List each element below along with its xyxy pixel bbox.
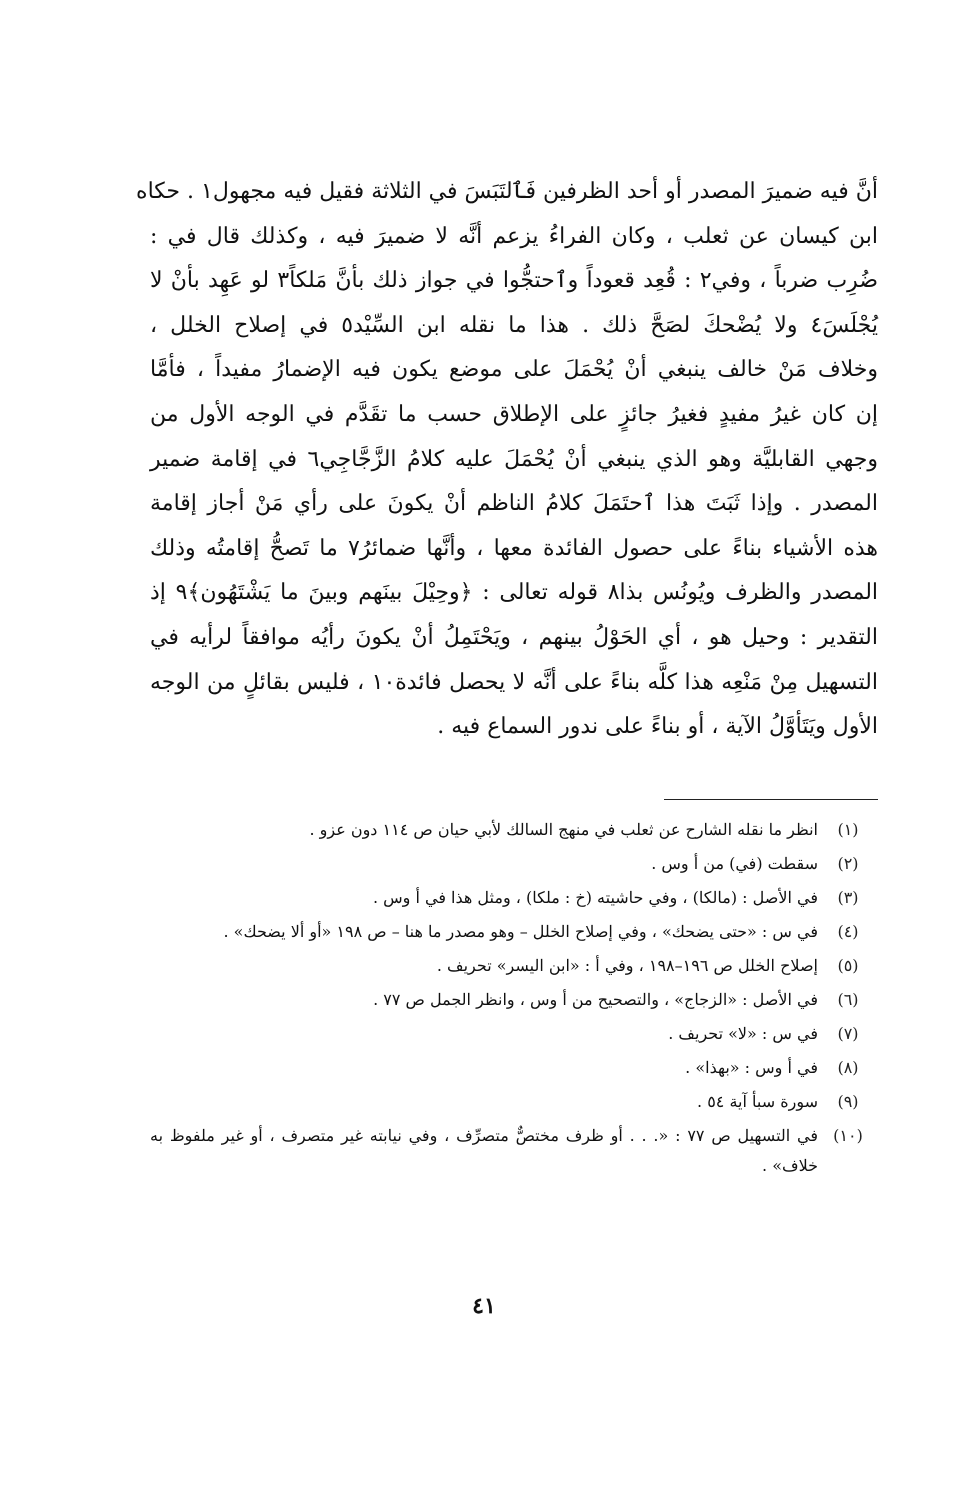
footnote-item	[150, 951, 878, 981]
footnote-text: في س : «حتى يضحك» ، وفي إصلاح الخلل – وهو مصدر ما هنا – ص ١٩٨ «أو ألا يضحك» .	[223, 922, 818, 941]
main-text-line: أنَّ فيه ضميرَ المصدر أو أحد الظرفين فَٱلتَبَسَ في الثلاثة فقيل فيه مجهول١ . حكاه	[136, 179, 878, 204]
footnote-item	[150, 1087, 878, 1117]
footnote-number: (٨)	[837, 1058, 859, 1077]
main-text-body	[136, 170, 879, 750]
footnote-item	[150, 1019, 878, 1049]
footnote-number: (٤)	[837, 922, 859, 941]
footnote-item	[150, 815, 878, 845]
page-number: ٤١	[472, 1293, 496, 1319]
main-text-line: يُجْلَسَ٤ ولا يُضْحكَ لصَحَّ ذلك . هذا ما نقله ابن السِّيْد٥ في إصلاح الخلل ،	[150, 312, 878, 338]
main-text-line: هذه الأشياء بناءً على حصول الفائدة معها ، وأنَّها ضمائرُ٧ ما تَصحُّ إقامتُه وذلك	[150, 535, 879, 561]
footnote-item	[150, 883, 878, 913]
footnote-text: إصلاح الخلل ص ١٩٦–١٩٨ ، وفي أ : «ابن اليسر» تحريف .	[436, 956, 818, 975]
footnote-number: (١)	[837, 820, 859, 839]
footnote-text: انظر ما نقله الشارح عن ثعلب في منهج السالك لأبي حيان ص ١١٤ دون عزو .	[309, 820, 818, 839]
footnote-item	[150, 917, 878, 947]
main-text-line: إن كان غيرُ مفيدٍ فغيرُ جائزٍ على الإطلاق حسب ما تقَدَّم في الوجه الأول من	[150, 401, 878, 427]
footnote-number: (٦)	[837, 990, 859, 1009]
footnote-text: في أ وس : «بهذا» .	[685, 1058, 818, 1077]
footnote-item	[150, 1121, 878, 1181]
footnote-number: (٩)	[837, 1092, 859, 1111]
footnote-separator-rule	[664, 799, 878, 800]
main-text-line: التقدير : وحيل هو ، أي الحَوْلُ بينهم ، ويَحْتَمِلُ أنْ يكونَ رأيُه موافقاً لرأيه في	[150, 624, 878, 650]
footnote-text: في الأصل : (مالكا) ، وفي حاشيته (خ : ملكا) ، ومثل هذا في أ وس .	[372, 888, 818, 907]
footnote-text: في س : «لا» تحريف .	[668, 1024, 818, 1043]
footnote-number: (٧)	[837, 1024, 859, 1043]
main-text-line: ضُرِب ضرباً ، وفي٢ : قُعِد قعوداً وٱحتجُّوا في جواز ذلك بأنَّ مَلكاً٣ لو عَهِد بأنْ لا	[150, 268, 879, 294]
footnote-number: (٥)	[837, 956, 859, 975]
footnotes-list	[150, 815, 878, 1185]
footnote-number: (١٠)	[833, 1126, 863, 1145]
footnote-item	[150, 1053, 878, 1083]
main-text-line: التسهيل مِنْ مَنْعِه هذا كلَّه بناءً على أنَّه لا يحصل فائدة١٠ ، فليس بقائلٍ من الوجه	[150, 669, 878, 695]
main-text-line: المصدر والظرف ويُونُس بذا٨ قوله تعالى : ﴿وحِيْلَ بينَهم وبينَ ما يَشْتَهُون﴾٩ إذ	[150, 580, 879, 606]
footnote-text: في الأصل : «الزجاج» ، والتصحيح من أ وس ، وانظر الجمل ص ٧٧ .	[373, 990, 818, 1009]
main-text-line: وخلاف مَنْ خالف ينبغي أنْ يُحْمَلَ على موضع يكون فيه الإضمارُ مفيداً ، فأمَّا	[150, 357, 878, 383]
main-text-line: المصدر . وإذا ثَبَتَ هذا ٱحتَمَلَ كلامُ الناظم أنْ يكونَ على رأي مَنْ أجاز إقامة	[150, 491, 878, 517]
main-text-line: الأول ويَتَأوَّلُ الآية ، أو بناءً على ندور السماع فيه .	[437, 714, 878, 740]
footnote-text: سورة سبأ آية ٥٤ .	[697, 1092, 818, 1111]
footnote-text: سقطت (في) من أ وس .	[651, 854, 818, 873]
footnote-number: (٣)	[837, 888, 859, 907]
footnote-item	[150, 985, 878, 1015]
footnote-text: في التسهيل ص ٧٧ : «. . . أو ظرف مختصٌّ متصرِّف ، وفي نيابته غير متصرف ، أو غير ملفوظ به خلاف» .	[150, 1126, 819, 1175]
footnote-item	[150, 849, 878, 879]
main-text-line: وجهي القابليَّة وهو الذي ينبغي أنْ يُحْمَلَ عليه كلامُ الزَّجَّاجِي٦ في إقامة ضمير	[150, 446, 878, 472]
footnote-number: (٢)	[837, 854, 859, 873]
main-text-line: ابن كيسان عن ثعلب ، وكان الفراءُ يزعم أنَّه لا ضميرَ فيه ، وكذلك قال في :	[150, 223, 878, 249]
